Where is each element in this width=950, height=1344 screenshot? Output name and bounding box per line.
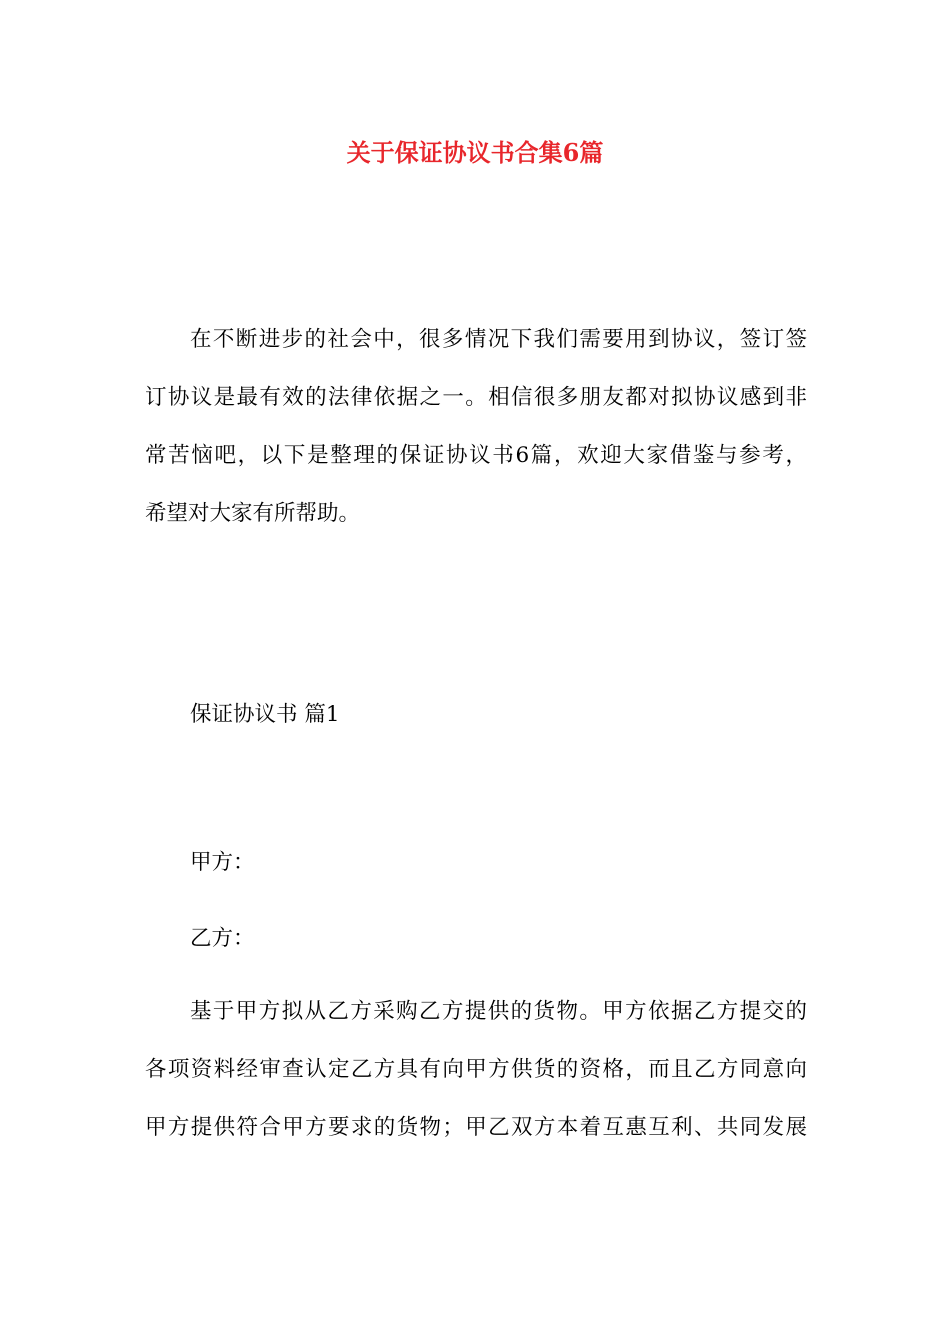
body-line-1: 基于甲方拟从乙方采购乙方提供的货物。甲方依据乙方提交的 (190, 999, 807, 1024)
intro-line-4: 希望对大家有所帮助。 (145, 501, 361, 526)
party-a-label: 甲方： (190, 850, 255, 875)
party-b-label: 乙方： (190, 926, 255, 951)
intro-paragraph (145, 311, 807, 543)
intro-line-2: 订协议是最有效的法律依据之一。相信很多朋友都对拟协议感到非 (145, 385, 807, 410)
body-line-2: 各项资料经审查认定乙方具有向甲方供货的资格，而且乙方同意向 (145, 1057, 807, 1082)
body-line-3: 甲方提供符合甲方要求的货物；甲乙双方本着互惠互利、共同发展 (145, 1115, 807, 1140)
body-paragraph (145, 983, 807, 1157)
intro-line-1: 在不断进步的社会中，很多情况下我们需要用到协议，签订签 (190, 327, 807, 352)
section-heading: 保证协议书 篇1 (190, 702, 340, 727)
document-title: 关于保证协议书合集6篇 (346, 138, 604, 167)
intro-line-3: 常苦恼吧，以下是整理的保证协议书6篇，欢迎大家借鉴与参考， (145, 443, 807, 468)
